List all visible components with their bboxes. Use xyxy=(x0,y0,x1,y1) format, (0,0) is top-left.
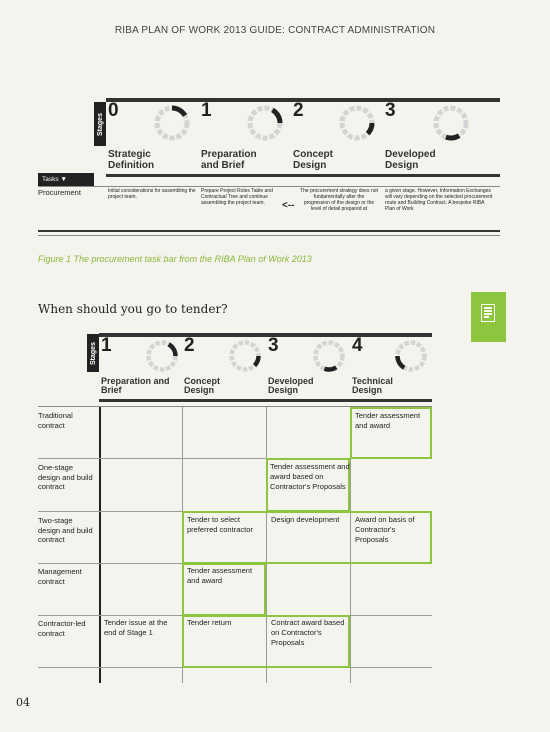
stage-title: Developed Design xyxy=(268,376,314,396)
stage-number: 1 xyxy=(101,335,112,356)
figure-1-task-bar xyxy=(38,98,500,240)
tasks-tab xyxy=(38,173,94,186)
plan-of-work-wheel-icon xyxy=(393,338,429,374)
table-cell: Award on basis of Contractor's Proposals xyxy=(355,515,415,544)
stage-title: Strategic Definition xyxy=(108,149,155,171)
stage-number: 3 xyxy=(268,335,279,356)
section-heading: When should you go to tender? xyxy=(38,302,228,316)
table-cell: Design development xyxy=(271,515,340,524)
plan-of-work-wheel-icon xyxy=(431,103,471,143)
plan-of-work-wheel-icon xyxy=(144,338,180,374)
table-cell: Tender issue at the end of Stage 1 xyxy=(104,618,168,637)
plan-of-work-wheel-icon xyxy=(311,338,347,374)
stage-title: Preparation and Brief xyxy=(201,149,257,171)
row-label-contractor-led-contract: Contractor-led contract xyxy=(38,619,86,638)
table-cell: Tender assessment and award xyxy=(187,566,253,585)
stage-title: Concept Design xyxy=(293,149,333,171)
running-head: RIBA PLAN OF WORK 2013 GUIDE: CONTRACT ADMINISTRATION xyxy=(114,25,436,36)
stage-0 xyxy=(106,98,199,173)
tasks-tab-label: Tasks xyxy=(42,176,59,183)
stage-title: Developed Design xyxy=(385,149,436,171)
table-cell: Contract award based on Contractor's Proposals xyxy=(271,618,345,647)
stage-3 xyxy=(383,98,500,173)
stages-tab xyxy=(94,102,106,146)
stage-2 xyxy=(291,98,383,173)
row-label-one-stage-design-and-build: One-stage design and build contract xyxy=(38,463,93,492)
plan-of-work-wheel-icon xyxy=(337,103,377,143)
stages-tab-label: Stages xyxy=(89,341,97,365)
row-label-traditional-contract: Traditional contract xyxy=(38,411,73,430)
stage-title: Concept Design xyxy=(184,376,220,396)
stage-2 xyxy=(182,333,266,398)
stage-3 xyxy=(266,333,350,398)
document-badge xyxy=(471,292,506,342)
row-label-management-contract: Management contract xyxy=(38,567,82,586)
stage-number: 3 xyxy=(385,100,396,121)
table-cell: Tender to select preferred contractor xyxy=(187,515,253,534)
row-label-two-stage-design-and-build: Two-stage design and build contract xyxy=(38,516,93,545)
plan-of-work-wheel-icon xyxy=(152,103,192,143)
stages-tab xyxy=(87,334,99,372)
task-cell: Initial considerations for assembling the project team. xyxy=(108,188,196,200)
task-cell: The procurement strategy does not fundamentally alter the progression of the design or the level of detail prepared at xyxy=(300,188,378,212)
stage-number: 4 xyxy=(352,335,363,356)
stage-number: 2 xyxy=(184,335,195,356)
stage-4 xyxy=(350,333,432,398)
stage-number: 0 xyxy=(108,100,119,121)
table-cell: Tender assessment and award based on Contractor's Proposals xyxy=(270,462,350,491)
stage-number: 2 xyxy=(293,100,304,121)
page-number: 04 xyxy=(16,696,30,709)
stage-number: 1 xyxy=(201,100,212,121)
stage-title: Preparation and Brief xyxy=(101,376,170,396)
plan-of-work-wheel-icon xyxy=(245,103,285,143)
document-icon xyxy=(481,304,495,322)
stages-tab-label: Stages xyxy=(96,112,104,136)
stage-1 xyxy=(99,333,182,398)
arrow-left-icon: <-- xyxy=(282,200,295,211)
table-cell: Tender assessment and award xyxy=(355,411,421,430)
task-cell: a given stage. However, Information Exchanges will vary depending on the selected procurement route and Building Contract. A bespoke RIBA Plan of Work xyxy=(385,188,493,212)
task-cell: Prepare Project Roles Table and Contractual Tree and continue assembling the project team. xyxy=(201,188,273,206)
tender-timing-table xyxy=(38,333,432,683)
task-row-label: Procurement xyxy=(38,188,81,197)
table-cell: Tender return xyxy=(187,618,232,627)
caret-down-icon: ▼ xyxy=(60,176,67,183)
stage-title: Technical Design xyxy=(352,376,393,396)
stage-1 xyxy=(199,98,291,173)
figure-1-caption: Figure 1 The procurement task bar from the RIBA Plan of Work 2013 xyxy=(38,254,312,264)
plan-of-work-wheel-icon xyxy=(227,338,263,374)
